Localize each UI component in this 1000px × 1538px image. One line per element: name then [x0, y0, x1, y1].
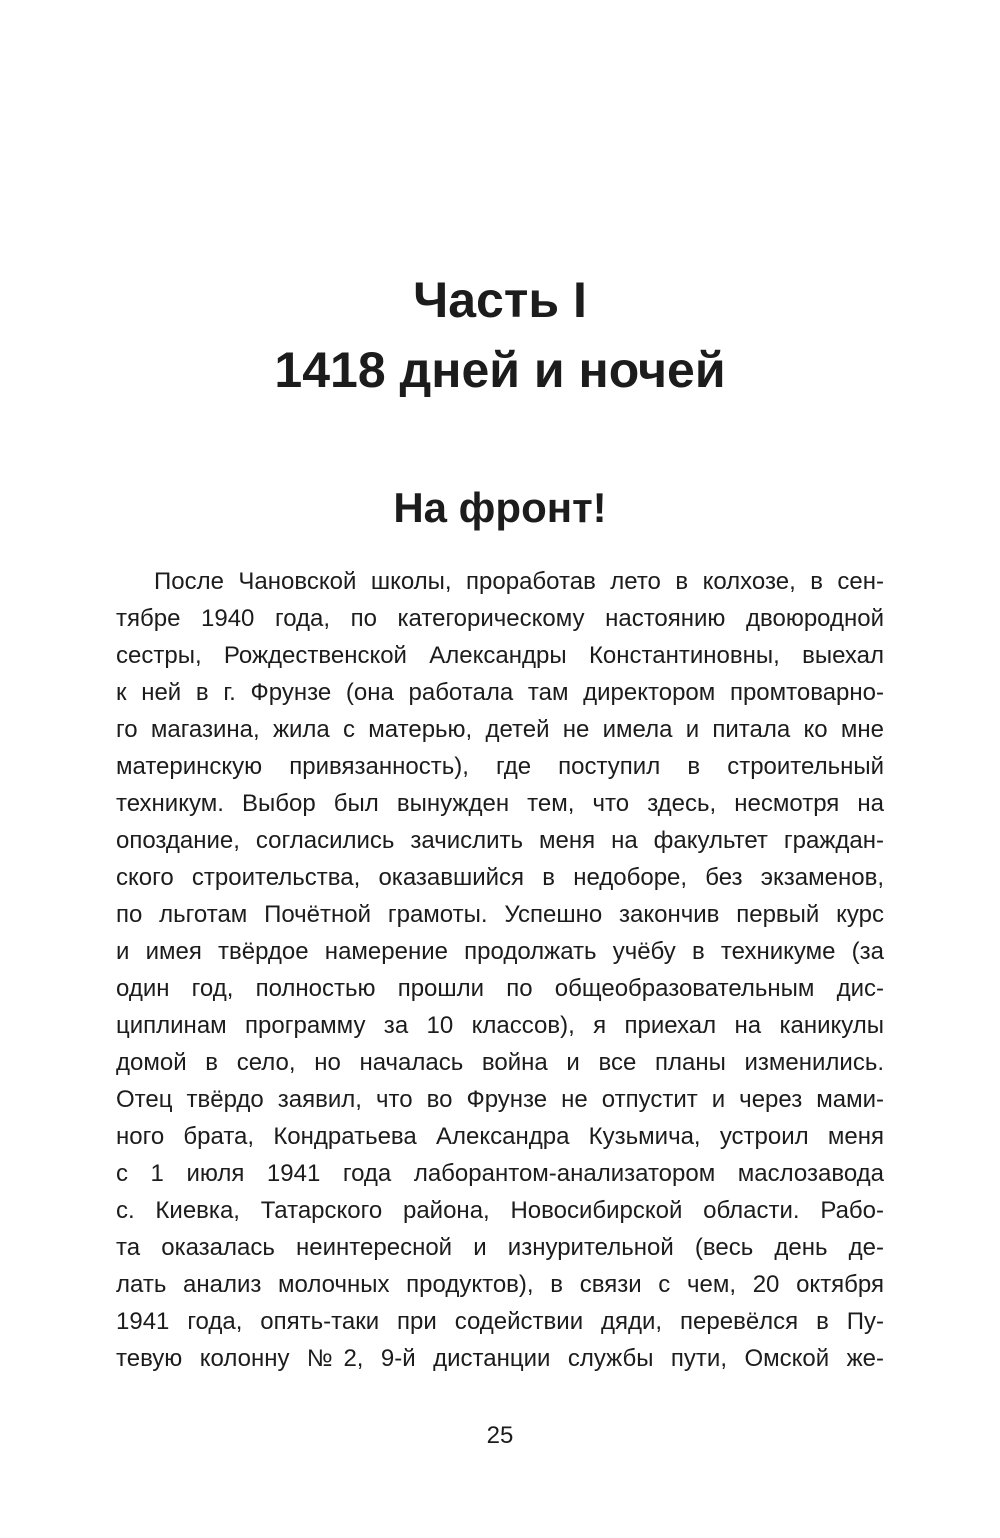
chapter-title: На фронт!	[393, 484, 607, 531]
text-line: та оказалась неинтересной и изнурительной (весь день де-	[116, 1234, 884, 1261]
part-title: 1418 дней и ночей	[274, 342, 726, 398]
text-line: ского строительства, оказавшийся в недоборе, без экзаменов,	[116, 864, 884, 891]
text-line: сестры, Рождественской Александры Константиновны, выехал	[116, 642, 884, 669]
text-line: тевую колонну №2, 9-й дистанции службы пути, Омской же-	[116, 1345, 884, 1372]
body-text	[116, 563, 884, 1377]
text-line: циплинам программу за 10 классов), я приехал на каникулы	[116, 1012, 884, 1039]
text-line: Отец твёрдо заявил, что во Фрунзе не отпустит и через мами-	[116, 1086, 884, 1113]
text-line: ного брата, Кондратьева Александра Кузьмича, устроил меня	[116, 1123, 884, 1150]
text-line: лать анализ молочных продуктов), в связи с чем, 20 октября	[116, 1271, 884, 1298]
text-line: с. Киевка, Татарского района, Новосибирской области. Рабо-	[116, 1197, 884, 1224]
text-line: по льготам Почётной грамоты. Успешно закончив первый курс	[116, 901, 884, 928]
part-label: Часть I	[413, 272, 587, 328]
text-line: домой в село, но началась война и все планы изменились.	[116, 1049, 884, 1076]
page-number: 25	[486, 1422, 514, 1449]
text-line: с 1 июля 1941 года лаборантом-анализатором маслозавода	[116, 1160, 884, 1187]
text-line: 1941 года, опять-таки при содействии дяди, перевёлся в Пу-	[116, 1308, 884, 1335]
text-line: опоздание, согласились зачислить меня на факультет граждан-	[116, 827, 884, 854]
text-line: техникум. Выбор был вынужден тем, что здесь, несмотря на	[116, 790, 884, 817]
text-line: тябре 1940 года, по категорическому настоянию двоюродной	[116, 605, 884, 632]
text-line: го магазина, жила с матерью, детей не имела и питала ко мне	[116, 716, 884, 743]
text-line: один год, полностью прошли по общеобразовательным дис-	[116, 975, 884, 1002]
text-line: материнскую привязанность), где поступил в строительный	[116, 753, 884, 780]
text-line: После Чановской школы, проработав лето в колхозе, в сен-	[154, 568, 884, 595]
text-line: и имея твёрдое намерение продолжать учёбу в техникуме (за	[116, 938, 884, 965]
text-line: к ней в г. Фрунзе (она работала там директором промтоварно-	[116, 679, 884, 706]
